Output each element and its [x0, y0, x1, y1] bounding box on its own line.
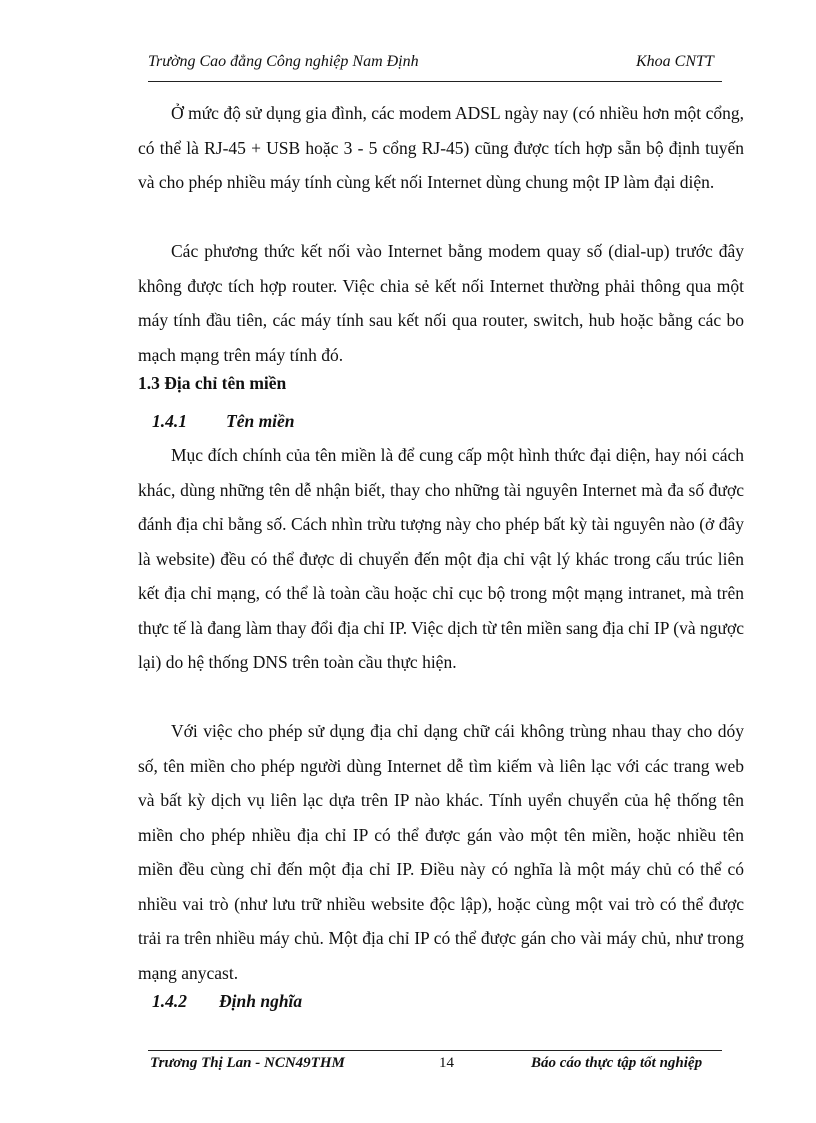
subsection-title-1-4-1: Tên miền — [226, 411, 295, 431]
section-heading-1-3: 1.3 Địa chỉ tên miền — [138, 373, 287, 393]
subsection-title-1-4-2: Định nghĩa — [219, 991, 303, 1011]
subsection-number-1-4-1: 1.4.1 — [152, 411, 187, 431]
page-number: 14 — [439, 1055, 454, 1071]
footer-rule — [148, 1050, 722, 1051]
header-school: Trường Cao đẳng Công nghiệp Nam Định — [148, 53, 419, 70]
footer-report-title: Báo cáo thực tập tốt nghiệp — [531, 1055, 703, 1071]
header-department: Khoa CNTT — [636, 53, 714, 70]
subsection-number-1-4-2: 1.4.2 — [152, 991, 187, 1011]
paragraph-adsl: Ở mức độ sử dụng gia đình, các modem ADSL ngày nay (có nhiều hơn một cổng, có thể là RJ-45 + USB hoặc 3 - 5 cổng RJ-45) cũng được tích hợp sẵn bộ định tuyến và cho phép nhiều máy tính cùng kết nối Internet dùng chung một IP làm đại diện. — [138, 103, 744, 192]
paragraph-dialup: Các phương thức kết nối vào Internet bằng modem quay số (dial-up) trước đây không được tích hợp router. Việc chia sẻ kết nối Internet thường phải thông qua một máy tính đầu tiên, các máy tính sau kết nối qua router, switch, hub hoặc bằng các bo mạch mạng trên máy tính đó. — [138, 241, 744, 365]
footer-author: Trương Thị Lan - NCN49THM — [150, 1055, 345, 1071]
header-rule — [148, 81, 722, 82]
paragraph-domain-purpose: Mục đích chính của tên miền là để cung cấp một hình thức đại diện, hay nói cách khác, dùng những tên dễ nhận biết, thay cho những tài nguyên Internet mà đa số được đánh địa chỉ bằng số. Cách nhìn trừu tượng này cho phép bất kỳ tài nguyên nào (ở đây là website) đều có thể được di chuyển đến một địa chỉ vật lý khác trong cấu trúc liên kết địa chỉ mạng, có thể là toàn cầu hoặc chỉ cục bộ trong một mạng intranet, mà trên thực tế là đang làm thay đổi địa chỉ IP. Việc dịch từ tên miền sang địa chỉ IP (và ngược lại) do hệ thống DNS trên toàn cầu thực hiện. — [138, 445, 744, 672]
paragraph-domain-flexibility: Với việc cho phép sử dụng địa chỉ dạng chữ cái không trùng nhau thay cho dóy số, tên miền cho phép người dùng Internet dễ tìm kiếm và liên lạc với các trang web và bất kỳ dịch vụ liên lạc dựa trên IP nào khác. Tính uyển chuyển của hệ thống tên miền cho phép nhiều địa chỉ IP có thể được gán vào một tên miền, hoặc nhiều tên miền đều cùng chỉ đến một địa chỉ IP. Điều này có nghĩa là một máy chủ có thể có nhiều vai trò (như lưu trữ nhiều website độc lập), hoặc cùng một vai trò có thể được trải ra trên nhiều máy chủ. Một địa chỉ IP có thể được gán cho vài máy chủ, như trong mạng anycast. — [138, 721, 744, 983]
